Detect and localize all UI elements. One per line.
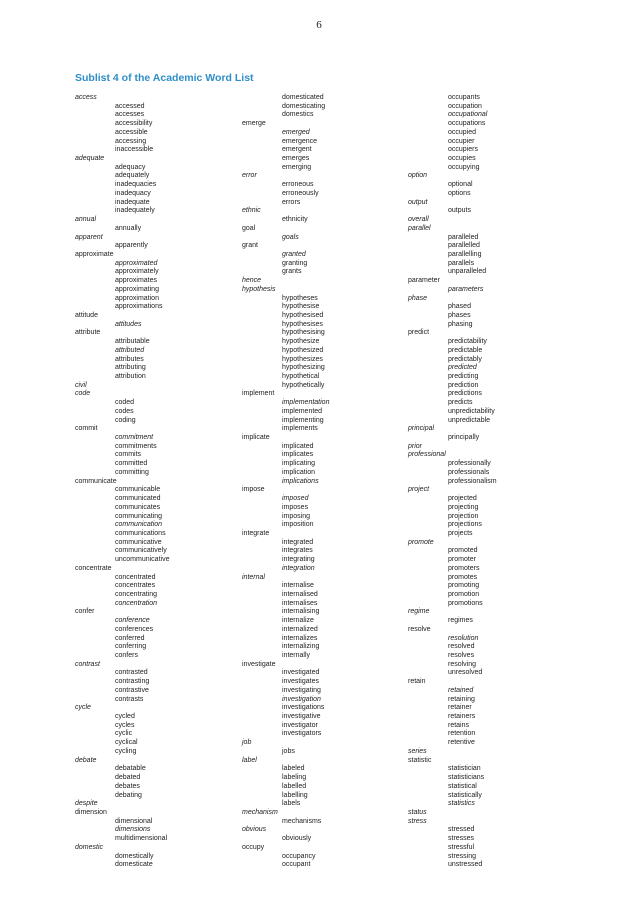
word-family-member: occupant [282, 861, 311, 869]
word-family-member: multidimensional [115, 835, 168, 843]
word-family-member: errors [282, 198, 301, 206]
word-family-member: approximating [115, 285, 159, 293]
word-family-member: integration [282, 564, 315, 572]
word-family-member: erroneously [282, 189, 319, 197]
word-family-member: promotion [448, 590, 480, 598]
word-family-member: attitudes [115, 320, 142, 328]
word-family-member: occupied [448, 128, 477, 136]
word-family-member: hypothesize [282, 338, 320, 346]
word-list-column-2 [242, 94, 412, 870]
word-family-member: committed [115, 460, 148, 468]
word-family-member: domesticated [282, 94, 324, 101]
word-family-member: phased [448, 303, 471, 311]
headword: attribute [75, 329, 101, 337]
word-family-member: investigations [282, 704, 325, 712]
word-family-member: cyclical [115, 739, 138, 747]
word-family-member: commits [115, 451, 142, 459]
word-family-member: approximated [115, 259, 158, 267]
word-list-column-1 [75, 94, 245, 870]
word-family-member: hypothesizes [282, 355, 323, 363]
word-family-member: promotes [448, 573, 478, 581]
headword: parameter [408, 277, 440, 285]
word-family-member: approximates [115, 277, 158, 285]
headword: investigate [242, 660, 276, 668]
word-family-member: resolves [448, 652, 475, 659]
word-family-member: stressing [448, 852, 477, 860]
word-family-member: unpredictable [448, 416, 491, 424]
word-family-member: investigated [282, 669, 320, 677]
word-family-member: attributable [115, 338, 150, 346]
word-family-member: parallels [448, 259, 475, 267]
word-family-member: predictions [448, 390, 482, 398]
word-family-member: hypothesising [282, 329, 325, 337]
word-family-member: debates [115, 782, 140, 790]
word-family-member: concentrates [115, 582, 156, 590]
word-family-member: domestics [282, 111, 314, 119]
word-family-member: accessible [115, 128, 148, 136]
headword: obvious [242, 826, 267, 834]
word-family-member: inaccessible [115, 146, 154, 154]
word-family-member: implemented [282, 407, 323, 415]
word-family-member: inadequate [115, 198, 150, 206]
headword: hence [242, 277, 262, 285]
headword: approximate [75, 250, 114, 258]
headword: promote [408, 538, 434, 546]
word-family-member: internalises [282, 599, 318, 607]
word-family-member: integrated [282, 538, 314, 546]
headword: status [408, 808, 427, 816]
headword: integrate [242, 529, 270, 537]
word-family-member: commitment [115, 434, 154, 442]
word-family-member: contrasting [115, 678, 150, 686]
word-family-member: occupants [448, 94, 480, 101]
word-family-member: attribution [115, 373, 146, 380]
headword: concentrate [75, 564, 112, 572]
word-family-member: hypotheses [282, 294, 318, 302]
word-family-member: statistics [448, 800, 475, 808]
word-family-member: hypothesized [282, 346, 324, 354]
word-family-member: occupancy [282, 852, 316, 860]
word-family-member: obviously [282, 835, 312, 843]
word-family-member: erroneous [282, 181, 314, 189]
word-family-member: goals [282, 233, 299, 241]
word-family-member: emerges [282, 155, 310, 163]
word-family-member: stresses [448, 835, 475, 843]
word-family-member: projections [448, 521, 482, 529]
word-family-member: jobs [282, 747, 295, 755]
headword: contrast [75, 660, 100, 668]
word-family-member: hypothesizing [282, 364, 325, 372]
word-family-member: parameters [448, 285, 484, 293]
headword: phase [408, 294, 428, 302]
word-family-member: contrasts [115, 695, 144, 703]
word-family-member: accessed [115, 102, 145, 110]
headword: dimension [75, 808, 107, 816]
word-family-member: coded [115, 399, 135, 407]
headword: goal [242, 224, 256, 232]
word-family-member: labeled [282, 765, 305, 773]
word-family-member: cyclic [115, 730, 133, 738]
headword: occupy [242, 843, 265, 851]
word-family-member: principally [448, 434, 480, 442]
word-family-member: communicated [115, 495, 161, 503]
headword: despite [75, 800, 98, 808]
headword: principal [408, 425, 435, 433]
word-family-member: professionals [448, 468, 490, 476]
word-family-member: implicating [282, 460, 316, 468]
word-family-member: statistically [448, 791, 482, 799]
word-family-member: concentrating [115, 590, 158, 598]
word-family-member: adequacy [115, 163, 146, 171]
headword: civil [75, 381, 87, 389]
word-family-member: promoters [448, 564, 480, 572]
word-family-member: implementation [282, 399, 330, 407]
word-family-member: predictability [448, 338, 487, 346]
headword: access [75, 94, 97, 101]
word-family-member: granted [282, 250, 306, 258]
word-family-member: unresolved [448, 669, 483, 677]
headword: regime [408, 608, 430, 616]
word-family-member: investigator [282, 721, 318, 729]
word-family-member: grants [282, 268, 302, 276]
headword: resolve [408, 625, 431, 633]
headword: mechanism [242, 808, 278, 816]
word-family-member: labels [282, 800, 301, 808]
word-family-member: dimensional [115, 817, 153, 825]
word-family-member: investigates [282, 678, 319, 686]
word-family-member: investigation [282, 695, 321, 703]
headword: attitude [75, 311, 98, 319]
word-family-member: debatable [115, 765, 146, 773]
word-family-member: occupation [448, 102, 482, 110]
word-family-member: internalizes [282, 634, 318, 642]
headword: error [242, 172, 257, 180]
word-family-member: promoter [448, 556, 477, 564]
word-family-member: internally [282, 652, 311, 659]
word-family-member: optional [448, 181, 473, 189]
word-family-member: phases [448, 311, 471, 319]
word-family-member: labelling [282, 791, 308, 799]
word-family-member: communicates [115, 503, 161, 511]
headword: cycle [75, 704, 91, 712]
word-family-member: codes [115, 407, 134, 415]
word-family-member: outputs [448, 207, 471, 215]
word-family-member: internalised [282, 590, 318, 598]
word-family-member: parallelled [448, 242, 480, 250]
headword: domestic [75, 843, 104, 851]
headword: adequate [75, 155, 105, 163]
word-family-member: projecting [448, 503, 479, 511]
word-family-member: unpredictability [448, 407, 495, 415]
word-family-member: emergent [282, 146, 312, 154]
word-family-member: predicts [448, 399, 473, 407]
headword: grant [242, 242, 258, 250]
headword: predict [408, 329, 430, 337]
headword: commit [75, 425, 98, 433]
word-family-member: implicated [282, 442, 314, 450]
word-family-member: concentrated [115, 573, 156, 581]
headword: series [408, 747, 427, 755]
word-family-member: conferring [115, 643, 147, 651]
word-family-member: statistician [448, 765, 481, 773]
word-family-member: approximately [115, 268, 159, 276]
word-family-member: emerging [282, 163, 312, 171]
headword: statistic [408, 756, 432, 764]
word-family-member: hypothesised [282, 311, 324, 319]
headword: project [408, 486, 430, 494]
word-family-member: investigating [282, 686, 321, 694]
word-family-member: stressed [448, 826, 475, 834]
headword: confer [75, 608, 95, 616]
headword: annual [75, 216, 97, 224]
word-family-member: retainers [448, 713, 476, 721]
word-family-member: retains [448, 721, 470, 729]
word-family-member: promotions [448, 599, 483, 607]
word-family-member: committing [115, 468, 149, 476]
word-family-member: regimes [448, 617, 473, 625]
word-family-member: implements [282, 425, 318, 433]
word-family-member: ethnicity [282, 216, 308, 224]
word-family-member: paralleled [448, 233, 479, 241]
word-family-member: integrating [282, 556, 315, 564]
word-family-member: occupies [448, 155, 476, 163]
word-family-member: predictable [448, 346, 483, 354]
word-family-member: professionally [448, 460, 491, 468]
headword: parallel [408, 224, 431, 232]
headword: internal [242, 573, 265, 581]
word-family-member: mechanisms [282, 817, 322, 825]
word-family-member: projects [448, 529, 473, 537]
headword: overall [408, 216, 429, 224]
word-family-member: accessing [115, 137, 147, 145]
word-family-member: confers [115, 652, 138, 659]
word-family-member: internalizing [282, 643, 320, 651]
headword: hypothesis [242, 285, 276, 293]
word-family-member: implementing [282, 416, 324, 424]
word-family-member: communicative [115, 538, 162, 546]
word-family-member: domesticate [115, 861, 153, 869]
word-family-member: domesticating [282, 102, 326, 110]
word-family-member: inadequacy [115, 189, 151, 197]
word-family-member: communication [115, 521, 163, 529]
word-family-member: occupational [448, 111, 488, 119]
word-family-member: retaining [448, 695, 475, 703]
headword: code [75, 390, 91, 398]
word-family-member: implicates [282, 451, 314, 459]
word-family-member: retentive [448, 739, 475, 747]
word-family-member: cycling [115, 747, 137, 755]
word-family-member: commitments [115, 442, 157, 450]
word-family-member: unstressed [448, 861, 483, 869]
headword: output [408, 198, 428, 206]
word-family-member: cycles [115, 721, 135, 729]
word-family-member: emerged [282, 128, 310, 136]
word-family-member: concentration [115, 599, 158, 607]
word-list-column-3 [408, 94, 578, 870]
word-family-member: annually [115, 224, 142, 232]
word-family-member: approximations [115, 303, 163, 311]
word-family-member: imposing [282, 512, 311, 520]
word-family-member: statisticians [448, 774, 485, 782]
word-family-member: occupations [448, 120, 486, 128]
word-family-member: unparalleled [448, 268, 487, 276]
headword: impose [242, 486, 265, 494]
word-family-member: phasing [448, 320, 473, 328]
word-family-member: attributes [115, 355, 144, 363]
word-family-member: implications [282, 477, 319, 485]
word-family-member: investigative [282, 713, 321, 721]
word-family-member: resolving [448, 660, 477, 668]
page-title: Sublist 4 of the Academic Word List [75, 72, 254, 84]
headword: communicate [75, 477, 117, 485]
word-family-member: imposes [282, 503, 309, 511]
word-family-member: projected [448, 495, 477, 503]
word-family-member: predicted [448, 364, 477, 372]
word-family-member: conferred [115, 634, 145, 642]
word-family-member: imposed [282, 495, 309, 503]
word-family-member: accessibility [115, 120, 153, 128]
word-family-member: communicating [115, 512, 163, 520]
word-family-member: options [448, 189, 471, 197]
word-family-member: hypothetical [282, 373, 320, 380]
word-family-member: accesses [115, 111, 145, 119]
word-family-member: resolved [448, 643, 475, 651]
word-family-member: granting [282, 259, 308, 267]
word-family-member: implication [282, 468, 316, 476]
word-family-member: hypothesises [282, 320, 323, 328]
word-family-member: attributed [115, 346, 145, 354]
word-family-member: predictably [448, 355, 482, 363]
word-family-member: internalise [282, 582, 314, 590]
word-family-member: professionalism [448, 477, 497, 485]
word-family-member: imposition [282, 521, 314, 529]
word-family-member: uncommunicative [115, 556, 170, 564]
headword: professional [408, 451, 446, 459]
headword: emerge [242, 120, 266, 128]
headword: label [242, 756, 257, 764]
word-family-member: communicable [115, 486, 161, 494]
headword: retain [408, 678, 426, 686]
word-family-member: internalising [282, 608, 320, 616]
headword: option [408, 172, 428, 180]
headword: apparent [75, 233, 103, 241]
headword: implicate [242, 434, 270, 442]
word-family-member: apparently [115, 242, 148, 250]
word-family-member: hypothesise [282, 303, 320, 311]
word-family-member: communications [115, 529, 166, 537]
word-family-member: hypothetically [282, 381, 325, 389]
word-family-member: approximation [115, 294, 159, 302]
word-family-member: cycled [115, 713, 135, 721]
word-family-member: attributing [115, 364, 146, 372]
page-number: 6 [316, 19, 322, 31]
word-family-member: stressful [448, 843, 475, 851]
word-family-member: debated [115, 774, 141, 782]
headword: prior [408, 442, 423, 450]
word-family-member: labeling [282, 774, 307, 782]
word-family-member: labelled [282, 782, 307, 790]
word-family-member: retained [448, 686, 474, 694]
word-family-member: contrasted [115, 669, 148, 677]
word-family-member: projection [448, 512, 479, 520]
word-family-member: resolution [448, 634, 479, 642]
headword: stress [408, 817, 427, 825]
headword: ethnic [242, 207, 261, 215]
word-family-member: promoted [448, 547, 478, 555]
word-family-member: conferences [115, 625, 154, 633]
word-family-member: statistical [448, 782, 477, 790]
word-family-member: retainer [448, 704, 472, 712]
word-family-member: occupying [448, 163, 480, 171]
word-family-member: inadequately [115, 207, 155, 215]
word-family-member: coding [115, 416, 136, 424]
word-family-member: internalize [282, 617, 314, 625]
word-family-member: prediction [448, 381, 479, 389]
word-family-member: adequately [115, 172, 150, 180]
word-family-member: communicatively [115, 547, 167, 555]
word-family-member: parallelling [448, 250, 482, 258]
word-family-member: internalized [282, 625, 318, 633]
word-family-member: domestically [115, 852, 154, 860]
word-family-member: occupier [448, 137, 475, 145]
word-family-member: integrates [282, 547, 313, 555]
word-family-member: promoting [448, 582, 480, 590]
word-family-member: contrastive [115, 686, 149, 694]
headword: job [242, 739, 252, 747]
word-family-member: conference [115, 617, 150, 625]
word-family-member: debating [115, 791, 142, 799]
headword: debate [75, 756, 97, 764]
headword: implement [242, 390, 275, 398]
word-family-member: occupiers [448, 146, 478, 154]
word-family-member: dimensions [115, 826, 151, 834]
word-family-member: inadequacies [115, 181, 157, 189]
word-family-member: retention [448, 730, 476, 738]
word-family-member: emergence [282, 137, 318, 145]
word-family-member: predicting [448, 373, 479, 380]
word-family-member: investigators [282, 730, 322, 738]
